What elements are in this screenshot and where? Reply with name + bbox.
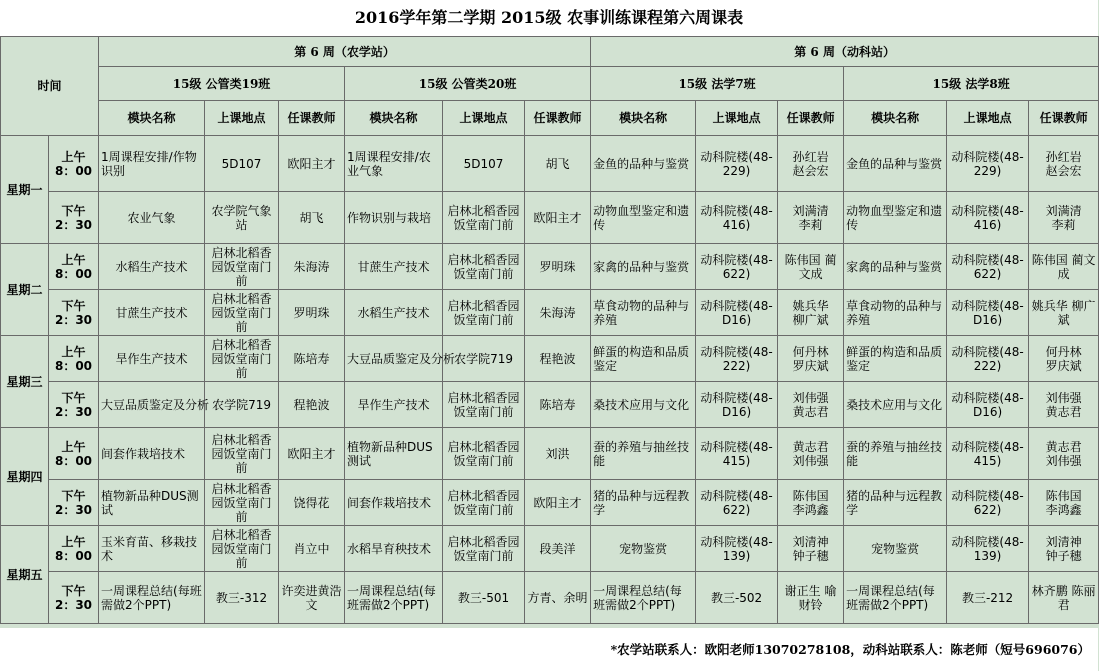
course-teacher: 欧阳主才 — [279, 136, 345, 192]
course-module: 玉米育苗、移栽技术 — [99, 526, 205, 572]
course-module: 间套作栽培技术 — [99, 428, 205, 480]
teacher-header: 任课教师 — [525, 101, 591, 136]
course-location: 教三-502 — [696, 572, 778, 624]
course-teacher: 陈培寿 — [279, 336, 345, 382]
week-nongxue-header: 第 6 周（农学站） — [99, 37, 591, 67]
course-location: 动科院楼(48-D16) — [696, 290, 778, 336]
course-teacher: 谢正生 喻财铃 — [778, 572, 844, 624]
course-teacher: 黄志君 刘伟强 — [778, 428, 844, 480]
time-slot: 下午 2：30 — [49, 382, 99, 428]
course-location: 启林北稻香园饭堂南门前 — [443, 244, 525, 290]
course-teacher: 姚兵华 柳广斌 — [778, 290, 844, 336]
time-slot: 下午 2：30 — [49, 572, 99, 624]
location-header: 上课地点 — [696, 101, 778, 136]
course-location: 启林北稻香园饭堂南门前 — [205, 244, 279, 290]
course-module: 动物血型鉴定和遗传 — [844, 192, 947, 244]
course-module: 甘蔗生产技术 — [345, 244, 443, 290]
table-row — [1, 244, 1099, 290]
time-slot: 上午 8：00 — [49, 428, 99, 480]
location-header: 上课地点 — [443, 101, 525, 136]
course-location: 动科院楼(48-229) — [947, 136, 1029, 192]
course-teacher: 何丹林 罗庆斌 — [1029, 336, 1099, 382]
module-name-header: 模块名称 — [99, 101, 205, 136]
course-teacher: 何丹林 罗庆斌 — [778, 336, 844, 382]
course-location: 动科院楼(48-D16) — [696, 382, 778, 428]
course-module: 水稻旱育秧技术 — [345, 526, 443, 572]
course-module: 大豆品质鉴定及分析 — [99, 382, 205, 428]
teacher-header: 任课教师 — [279, 101, 345, 136]
contact-note: *农学站联系人：欧阳老师13070278108，动科站联系人：陈老师（短号696076） — [610, 642, 1090, 657]
class-header: 15级 法学8班 — [844, 67, 1099, 101]
footer — [0, 628, 1098, 671]
teacher-header: 任课教师 — [1029, 101, 1099, 136]
course-teacher: 罗明珠 — [279, 290, 345, 336]
course-teacher: 欧阳主才 — [279, 428, 345, 480]
course-location: 5D107 — [205, 136, 279, 192]
course-teacher: 肖立中 — [279, 526, 345, 572]
location-header: 上课地点 — [205, 101, 279, 136]
course-teacher: 陈培寿 — [525, 382, 591, 428]
course-module: 一周课程总结(每班需做2个PPT) — [591, 572, 696, 624]
time-slot: 上午 8：00 — [49, 336, 99, 382]
course-teacher: 程艳波 — [525, 336, 591, 382]
course-teacher: 陈伟国 蔺文成 — [1029, 244, 1099, 290]
course-location: 农学院气象站 — [205, 192, 279, 244]
course-location: 农学院719 — [443, 336, 525, 382]
course-teacher: 姚兵华 柳广斌 — [1029, 290, 1099, 336]
module-name-header: 模块名称 — [591, 101, 696, 136]
time-slot: 上午 8：00 — [49, 526, 99, 572]
table-row — [1, 136, 1099, 192]
course-module: 间套作栽培技术 — [345, 480, 443, 526]
course-module: 大豆品质鉴定及分析 — [345, 336, 443, 382]
course-teacher: 欧阳主才 — [525, 192, 591, 244]
course-location: 教三-312 — [205, 572, 279, 624]
course-module: 一周课程总结(每班需做2个PPT) — [844, 572, 947, 624]
course-location: 动科院楼(48-622) — [947, 244, 1029, 290]
class-header: 15级 公管类19班 — [99, 67, 345, 101]
course-teacher: 陈伟国 蔺文成 — [778, 244, 844, 290]
course-module: 金鱼的品种与鉴赏 — [591, 136, 696, 192]
course-location: 5D107 — [443, 136, 525, 192]
course-teacher: 陈伟国 李鸿鑫 — [1029, 480, 1099, 526]
course-location: 动科院楼(48-415) — [696, 428, 778, 480]
table-row — [1, 290, 1099, 336]
course-location: 动科院楼(48-416) — [947, 192, 1029, 244]
day-label: 星期三 — [1, 336, 49, 428]
table-row — [1, 428, 1099, 480]
course-teacher: 刘满清 李莉 — [778, 192, 844, 244]
course-module: 桑技术应用与文化 — [844, 382, 947, 428]
course-teacher: 孙红岩 赵会宏 — [778, 136, 844, 192]
course-location: 动科院楼(48-416) — [696, 192, 778, 244]
course-location: 动科院楼(48-139) — [947, 526, 1029, 572]
course-module: 水稻生产技术 — [345, 290, 443, 336]
course-module: 金鱼的品种与鉴赏 — [844, 136, 947, 192]
course-teacher: 刘伟强 黄志君 — [778, 382, 844, 428]
course-teacher: 胡飞 — [525, 136, 591, 192]
course-module: 猪的品种与远程教学 — [844, 480, 947, 526]
course-module: 宠物鉴赏 — [591, 526, 696, 572]
course-location: 启林北稻香园饭堂南门前 — [205, 480, 279, 526]
course-module: 家禽的品种与鉴赏 — [591, 244, 696, 290]
course-teacher: 陈伟国 李鸿鑫 — [778, 480, 844, 526]
course-location: 动科院楼(48-415) — [947, 428, 1029, 480]
schedule-table — [0, 36, 1099, 624]
course-location: 动科院楼(48-622) — [947, 480, 1029, 526]
course-module: 植物新品种DUS测试 — [345, 428, 443, 480]
course-location: 启林北稻香园饭堂南门前 — [443, 192, 525, 244]
course-module: 水稻生产技术 — [99, 244, 205, 290]
course-module: 作物识别与栽培 — [345, 192, 443, 244]
location-header: 上课地点 — [947, 101, 1029, 136]
module-name-header: 模块名称 — [345, 101, 443, 136]
course-teacher: 程艳波 — [279, 382, 345, 428]
course-module: 旱作生产技术 — [99, 336, 205, 382]
course-module: 草食动物的品种与养殖 — [844, 290, 947, 336]
course-teacher: 胡飞 — [279, 192, 345, 244]
course-location: 动科院楼(48-222) — [947, 336, 1029, 382]
course-location: 启林北稻香园饭堂南门前 — [205, 428, 279, 480]
course-location: 教三-501 — [443, 572, 525, 624]
course-teacher: 林齐鹏 陈丽君 — [1029, 572, 1099, 624]
course-module: 一周课程总结(每班需做2个PPT) — [99, 572, 205, 624]
course-module: 鲜蛋的构造和品质鉴定 — [844, 336, 947, 382]
table-row — [1, 526, 1099, 572]
table-row — [1, 382, 1099, 428]
course-teacher: 方青、余明 — [525, 572, 591, 624]
course-location: 动科院楼(48-622) — [696, 480, 778, 526]
day-label: 星期五 — [1, 526, 49, 624]
time-slot: 上午 8：00 — [49, 136, 99, 192]
course-module: 农业气象 — [99, 192, 205, 244]
class-header: 15级 公管类20班 — [345, 67, 591, 101]
page-title: 2016学年第二学期 2015级 农事训练课程第六周课表 — [0, 0, 1098, 36]
day-label: 星期四 — [1, 428, 49, 526]
course-module: 甘蔗生产技术 — [99, 290, 205, 336]
course-location: 启林北稻香园饭堂南门前 — [205, 526, 279, 572]
course-module: 宠物鉴赏 — [844, 526, 947, 572]
course-location: 动科院楼(48-222) — [696, 336, 778, 382]
course-teacher: 段美洋 — [525, 526, 591, 572]
course-teacher: 刘洪 — [525, 428, 591, 480]
course-module: 鲜蛋的构造和品质鉴定 — [591, 336, 696, 382]
course-module: 1周课程安排/农业气象 — [345, 136, 443, 192]
course-location: 动科院楼(48-622) — [696, 244, 778, 290]
course-module: 一周课程总结(每班需做2个PPT) — [345, 572, 443, 624]
course-teacher: 刘满清 李莉 — [1029, 192, 1099, 244]
time-slot: 上午 8：00 — [49, 244, 99, 290]
course-teacher: 刘清神 钟子穗 — [1029, 526, 1099, 572]
teacher-header: 任课教师 — [778, 101, 844, 136]
course-location: 启林北稻香园饭堂南门前 — [205, 290, 279, 336]
course-module: 家禽的品种与鉴赏 — [844, 244, 947, 290]
course-teacher: 许奕进黄浩文 — [279, 572, 345, 624]
table-row — [1, 572, 1099, 624]
course-location: 启林北稻香园饭堂南门前 — [443, 290, 525, 336]
table-row — [1, 192, 1099, 244]
course-location: 启林北稻香园饭堂南门前 — [443, 526, 525, 572]
course-location: 动科院楼(48-139) — [696, 526, 778, 572]
course-location: 启林北稻香园饭堂南门前 — [205, 336, 279, 382]
course-teacher: 朱海涛 — [279, 244, 345, 290]
class-header: 15级 法学7班 — [591, 67, 844, 101]
course-module: 蚕的养殖与抽丝技能 — [844, 428, 947, 480]
time-header: 时间 — [1, 37, 99, 136]
course-teacher: 刘伟强 黄志君 — [1029, 382, 1099, 428]
course-module: 植物新品种DUS测试 — [99, 480, 205, 526]
table-row — [1, 480, 1099, 526]
week-dongke-header: 第 6 周（动科站） — [591, 37, 1099, 67]
course-teacher: 孙红岩 赵会宏 — [1029, 136, 1099, 192]
course-location: 动科院楼(48-D16) — [947, 290, 1029, 336]
course-teacher: 欧阳主才 — [525, 480, 591, 526]
course-location: 动科院楼(48-D16) — [947, 382, 1029, 428]
course-location: 动科院楼(48-229) — [696, 136, 778, 192]
course-teacher: 罗明珠 — [525, 244, 591, 290]
course-location: 启林北稻香园饭堂南门前 — [443, 428, 525, 480]
course-teacher: 饶得花 — [279, 480, 345, 526]
course-module: 1周课程安排/作物识别 — [99, 136, 205, 192]
module-name-header: 模块名称 — [844, 101, 947, 136]
course-location: 启林北稻香园饭堂南门前 — [443, 480, 525, 526]
course-location: 启林北稻香园饭堂南门前 — [443, 382, 525, 428]
day-label: 星期二 — [1, 244, 49, 336]
course-module: 旱作生产技术 — [345, 382, 443, 428]
day-label: 星期一 — [1, 136, 49, 244]
course-module: 草食动物的品种与养殖 — [591, 290, 696, 336]
course-module: 桑技术应用与文化 — [591, 382, 696, 428]
course-location: 教三-212 — [947, 572, 1029, 624]
course-module: 动物血型鉴定和遗传 — [591, 192, 696, 244]
time-slot: 下午 2：30 — [49, 480, 99, 526]
course-module: 蚕的养殖与抽丝技能 — [591, 428, 696, 480]
time-slot: 下午 2：30 — [49, 290, 99, 336]
time-slot: 下午 2：30 — [49, 192, 99, 244]
course-location: 农学院719 — [205, 382, 279, 428]
table-row — [1, 336, 1099, 382]
course-teacher: 朱海涛 — [525, 290, 591, 336]
course-module: 猪的品种与远程教学 — [591, 480, 696, 526]
course-teacher: 黄志君 刘伟强 — [1029, 428, 1099, 480]
course-teacher: 刘清神 钟子穗 — [778, 526, 844, 572]
